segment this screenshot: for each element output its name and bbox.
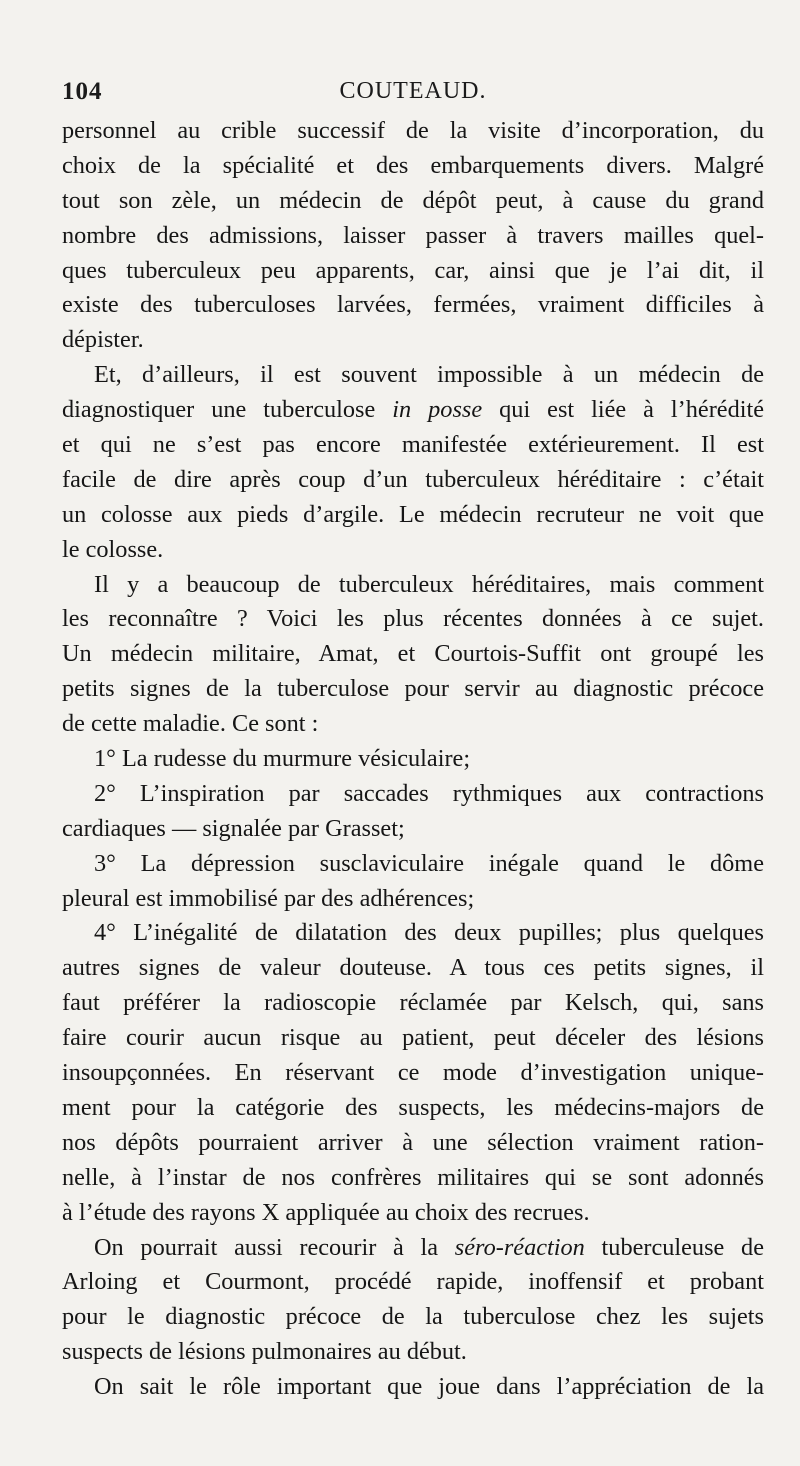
text-line: choix de la spécialité et des embarquements divers. Malgré [62,151,764,179]
text-line: insoupçonnées. En réservant ce mode d’investigation unique- [62,1059,764,1087]
text-line: nombre des admissions, laisser passer à travers mailles quel- [62,221,764,249]
text-line: Arloing et Courmont, procédé rapide, inoffensif et probant [62,1268,764,1296]
running-head: COUTEAUD. [339,78,487,104]
text-line: ques tuberculeux peu apparents, car, ainsi que je l’ai dit, il [62,256,764,284]
list-item: 2° L’inspiration par saccades rythmiques aux contractions [94,779,764,807]
text-line: tout son zèle, un médecin de dépôt peut, à cause du grand [62,186,764,214]
text-line: à l’étude des rayons X appliquée au choix des recrues. [62,1198,590,1226]
text-line: suspects de lésions pulmonaires au début. [62,1338,467,1366]
text-line: Un médecin militaire, Amat, et Courtois-Suffit ont groupé les [62,640,764,668]
text-segment: tuberculeuse de [601,1233,764,1261]
text-line: pour le diagnostic précoce de la tuberculose chez les sujets [62,1303,764,1331]
text-line: ment pour la catégorie des suspects, les médecins-majors de [62,1093,764,1121]
list-item: 4° L’inégalité de dilatation des deux pupilles; plus quelques [94,919,764,947]
text-line: On sait le rôle important que joue dans l’appréciation de la [94,1373,764,1401]
text-line: de cette maladie. Ce sont : [62,710,319,738]
text-line: Il y a beaucoup de tuberculeux héréditaires, mais comment [94,570,764,598]
italic-term: séro-réaction [454,1233,585,1261]
list-item: 3° La dépression susclaviculaire inégale quand le dôme [94,849,764,877]
text-segment: diagnostiquer une tuberculose [62,396,376,424]
text-line: dépister. [62,326,144,354]
text-line: et qui ne s’est pas encore manifestée extérieurement. Il est [62,431,764,459]
text-line [62,1231,764,1266]
text-line: un colosse aux pieds d’argile. Le médecin recruteur ne voit que [62,500,764,528]
text-line [62,393,764,428]
text-line: faut préférer la radioscopie réclamée par Kelsch, qui, sans [62,989,764,1017]
text-line: cardiaques — signalée par Grasset; [62,814,405,842]
body-text [62,114,764,1405]
text-line: facile de dire après coup d’un tuberculeux héréditaire : c’était [62,465,764,493]
text-line: le colosse. [62,535,164,563]
text-line: nelle, à l’instar de nos confrères militaires qui se sont adonnés [62,1163,764,1191]
text-line: nos dépôts pourraient arriver à une sélection vraiment ration- [62,1128,764,1156]
list-item: 1° La rudesse du murmure vésiculaire; [94,745,471,773]
text-line: les reconnaître ? Voici les plus récentes données à ce sujet. [62,605,764,633]
page-header [62,78,764,110]
text-segment: On pourrait aussi recourir à la [94,1233,439,1261]
text-line: pleural est immobilisé par des adhérences; [62,884,475,912]
text-line: faire courir aucun risque au patient, peut déceler des lésions [62,1024,764,1052]
text-line: personnel au crible successif de la visite d’incorporation, du [62,117,764,144]
text-line: petits signes de la tuberculose pour servir au diagnostic précoce [62,675,764,703]
page-number: 104 [62,78,103,105]
italic-term: in posse [392,396,483,424]
text-line: autres signes de valeur douteuse. A tous ces petits signes, il [62,954,764,982]
text-segment: qui est liée à l’hérédité [499,396,765,424]
text-line: existe des tuberculoses larvées, fermées, vraiment difficiles à [62,291,764,319]
text-line: Et, d’ailleurs, il est souvent impossible à un médecin de [94,361,764,389]
